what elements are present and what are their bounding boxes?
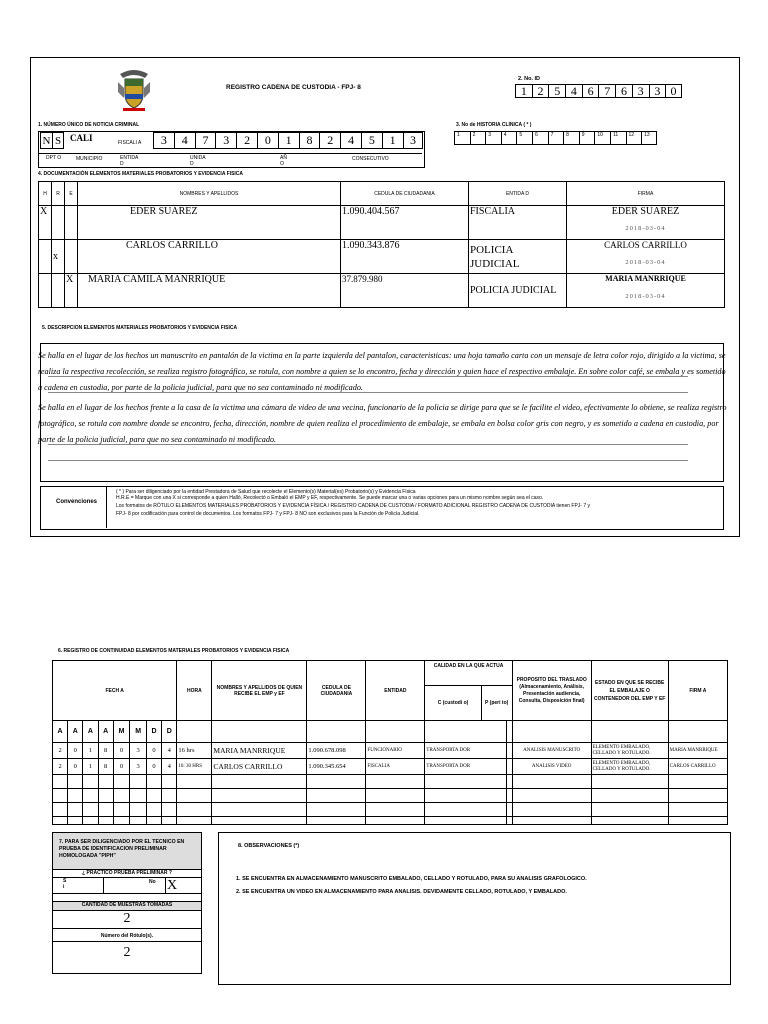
calidad-cell — [425, 661, 512, 721]
date-digit: 0 — [146, 743, 161, 759]
empty-row — [53, 803, 728, 817]
convenciones-line1: ( * ) Para ser diligenciado por la entidad Prestadora de Salud que recolecte el Elemento(s) Material(es) Probatorio(s) y Evidencia Física — [116, 489, 416, 495]
entidad-value: POLICIA JUDICIAL — [469, 240, 567, 274]
coat-of-arms-logo — [115, 68, 153, 112]
ns-letter-n: N — [40, 132, 52, 149]
digit-cell: 7 — [195, 132, 216, 149]
proposito-value: ANALISIS MANUSCRITO — [512, 743, 591, 759]
table-row — [39, 274, 725, 308]
cedula-value: 37.879.980 — [341, 274, 469, 308]
municipio-label: MUNICIPIO — [76, 156, 103, 162]
firma-cell — [567, 206, 725, 240]
nombre-value: MARIA CAMILA MANRRIQUE — [78, 274, 341, 308]
date-letter: A — [98, 721, 113, 743]
si-label: S i — [63, 878, 67, 890]
id-label: 2. No. ID — [518, 76, 541, 82]
date-digit: 3 — [130, 743, 147, 759]
section6-title: 6. REGISTRO DE CONTINUIDAD ELEMENTOS MATERIALES PROBATORIOS Y EVIDENCIA FISICA — [58, 648, 290, 654]
ns-letter-s: S — [52, 132, 64, 149]
calidad-value: TRANSPORTA DOR — [425, 759, 507, 775]
section8-box — [218, 832, 731, 985]
description-paragraph-1: Se halla en el lugar de los hechos un manuscrito en pantalón de la victima en la parte izquierda del pantalon, caracteristicas: una hoja tamaño carta con un mensaje de letra color rojo, dirigido a la victima, se realiza la respectiva recolección, se realiza registro fotográfico, se rotula, con nombre a quien se lo encontro, fecha y dirección y quien hace el respectivo embalaje. En sobre color café, se embala y es sometido a cadena en custodia, por parte de la policia judicial, para que no sea contaminado ni modificado. — [38, 351, 726, 392]
entidad-header: ENTIDA D — [469, 182, 567, 206]
empty-row — [53, 817, 728, 825]
convenciones-line4: FPJ- 8 por codificación para control de documentos. Los formatos FPJ- 7 y FPJ- 8 NO son exclusivos para la Función de Policía Judicial. — [116, 511, 420, 517]
date-digit: 0 — [113, 743, 130, 759]
unidad-label: UNIDA D — [190, 155, 206, 167]
cedula-header: CEDULA DE CIUDADANIA — [307, 661, 366, 721]
digit-cell: 2 — [532, 84, 549, 98]
digit-cell: 3 — [215, 132, 236, 149]
cedula-value: 1.090.678.098 — [307, 743, 366, 759]
entidad-header: ENTIDAD — [366, 661, 425, 721]
date-digit: 1 — [83, 743, 98, 759]
entidad-value: FISCALIA — [366, 759, 425, 775]
digit-cell: 1 — [454, 131, 470, 145]
digit-cell: 0 — [257, 132, 278, 149]
entidad-value: FISCALIA — [469, 206, 567, 240]
empty-row — [53, 775, 728, 789]
table-row — [39, 240, 725, 274]
date-digit: 1 — [83, 759, 98, 775]
city-value: CALI — [70, 133, 93, 143]
cedula-header: CEDULA DE CIUDADANIA — [341, 182, 469, 206]
digit-cell: 4 — [340, 132, 361, 149]
convenciones-label: Convenciones — [56, 499, 98, 505]
date-digit: 8 — [98, 759, 113, 775]
firma-value: MARIA MANRRIQUE — [668, 743, 727, 759]
digit-cell: 6 — [582, 84, 599, 98]
firma-value: CARLOS CARRILLO — [604, 240, 687, 250]
section3-title: 3. No de HISTORIA CLINICA ( * ) — [456, 122, 532, 128]
cedula-value: 1.090.345.654 — [307, 759, 366, 775]
date-digit: 0 — [146, 759, 161, 775]
date-letter: A — [68, 721, 83, 743]
digit-cell: 3 — [153, 132, 174, 149]
digit-cell: 13 — [641, 131, 657, 145]
digit-cell: 5 — [516, 131, 532, 145]
section5-title: 5. DESCRIPCION ELEMENTOS MATERIALES PROBATORIOS Y EVIDENCIA FISICA — [42, 325, 238, 331]
r-mark — [52, 274, 65, 308]
nombres-header: NOMBRES Y APELLIDOS DE QUIEN RECIBE EL EMP y EF — [212, 661, 307, 721]
cantidad-value: 2 — [123, 911, 131, 926]
nombres-header: NOMBRES Y APELLIDOS — [78, 182, 341, 206]
date-digit: 2 — [53, 743, 68, 759]
digit-cell: 4 — [174, 132, 195, 149]
cantidad-label: CANTIDAD DE MUESTRAS TOMADAS — [81, 902, 173, 908]
firma-value: CARLOS CARRILLO — [668, 759, 727, 775]
digit-cell: 2 — [236, 132, 257, 149]
proposito-header: PROPOSITO DEL TRASLADO (Almacenamiento, Análisis, Presentación audiencia, Consulta, Disposición final) — [512, 661, 591, 721]
date-letter: A — [83, 721, 98, 743]
firma-value: MARIA MANRRIQUE — [605, 274, 686, 283]
digit-cell: 3 — [632, 84, 649, 98]
date-letters-row — [53, 721, 728, 743]
date-digit: 8 — [98, 743, 113, 759]
h-mark — [39, 274, 52, 308]
observation-2: 2. SE ENCUENTRA UN VIDEO EN ALMACENAMIENTO PARA ANALISIS. DEVIDAMENTE CELLADO, ROTULADO, Y EMBALADO. — [236, 889, 567, 895]
proposito-value: ANALISIS VIDEO — [512, 759, 591, 775]
hora-value: 16 hrs — [177, 743, 212, 759]
digit-cell: 4 — [565, 84, 582, 98]
firma-header: FIRMA — [567, 182, 725, 206]
firma-cell — [567, 240, 725, 274]
table-row — [39, 206, 725, 240]
fiscalia-label: FISCALI A — [118, 140, 142, 146]
digit-cell: 2 — [470, 131, 486, 145]
empty-row — [53, 789, 728, 803]
observation-1: 1. SE ENCUENTRA EN ALMACENAMIENTO MANUSCRITO EMBALADO, CELLADO Y ROTULADO, PARA SU ANALISIS GRAFOLOGICO. — [236, 876, 587, 882]
date-digit: 0 — [68, 743, 83, 759]
digit-cell: 4 — [501, 131, 517, 145]
date-letter: D — [146, 721, 161, 743]
fecha-header: FECH A — [53, 661, 177, 721]
nombre-value: CARLOS CARRILLO — [212, 759, 307, 775]
ano-label: AÑ O — [280, 155, 287, 167]
digit-cell: 11 — [610, 131, 626, 145]
digit-cell: 7 — [598, 84, 615, 98]
digit-cell: 2 — [319, 132, 340, 149]
h-mark: X — [39, 206, 52, 240]
date-digit: 0 — [113, 759, 130, 775]
entidad-label: ENTIDA D — [120, 155, 139, 167]
digit-cell: 9 — [579, 131, 595, 145]
date-letter: M — [113, 721, 130, 743]
estado-value: ELEMENTO EMBALADO, CELLADO Y ROTULADO. — [591, 759, 668, 775]
no-mark: X — [167, 878, 178, 893]
firma-date: 2018-03-04 — [625, 293, 666, 300]
section7-title: 7. PARA SER DILIGENCIADO POR EL TECNICO EN PRUEBA DE IDENTIFICACION PRELIMINAR HOMOLOGADA "PIPH" — [59, 839, 185, 859]
date-digit: 3 — [130, 759, 147, 775]
firma-date: 2018-03-04 — [625, 259, 666, 266]
convenciones-line2: H.R.E = Marque con una X si corresponde a quien Halló, Recolectó o Embaló el EMP y EF, respectivamente. Se puede marcar una o varias opciones para un mismo nombre según sea el caso. — [116, 495, 544, 501]
r-mark: x — [52, 240, 65, 274]
r-mark — [52, 206, 65, 240]
e-header: E — [65, 182, 78, 206]
description-paragraph-2: Se halla en el lugar de los hechos frente a la casa de la victima una cámara de video de una vecina, funcionario de la policia se dirige para que se le facilite el video, efectivamente lo obtiene, se realiza registro fotográfico, se rotula con nombre donde se encontro, fecha, dirección, nombre de quien realiza el procedimiento de embalaje, se embala en bolsa color gris con negro, y es sometido a cadena en custodia, por parte de la policia judicial, para que no sea contaminado ni modificado. — [38, 403, 727, 444]
e-mark: X — [65, 274, 78, 308]
form-title: REGISTRO CADENA DE CUSTODIA - FPJ- 8 — [226, 84, 361, 91]
hora-header: HORA — [177, 661, 212, 721]
nombre-value: EDER SUAREZ — [78, 206, 341, 240]
historia-clinica-cells — [454, 131, 657, 145]
digit-cell: 5 — [548, 84, 565, 98]
calidad-value: TRANSPORTA DOR — [425, 743, 507, 759]
convenciones-line3: Los formatos de RÓTULO ELEMENTOS MATERIALES PROBATORIOS Y EVIDENCIA FÍSICA / REGISTRO CADENA DE CUSTODIA / FORMATO ADICIONAL REGISTRO CADENA DE CUSTODIA tienen FPJ- 7 y — [116, 503, 591, 509]
noticia-digit-cells — [153, 132, 423, 149]
digit-cell: 3 — [403, 132, 424, 149]
date-letter: M — [130, 721, 147, 743]
digit-cell: 1 — [278, 132, 299, 149]
digit-cell: 10 — [594, 131, 610, 145]
calidad-header: CALIDAD EN LA QUE ACTUA — [425, 661, 511, 686]
firma-value: EDER SUAREZ — [611, 206, 680, 217]
firma-header: FIRM A — [668, 661, 727, 721]
no-label: No — [149, 879, 156, 885]
section4-title: 4. DOCUMENTACIÓN ELEMENTOS MATERIALES PROBATORIOS Y EVIDENCIA FISICA — [38, 171, 244, 177]
date-digit: 2 — [53, 759, 68, 775]
digit-cell: 1 — [515, 84, 532, 98]
table-row — [53, 759, 728, 775]
practico-question: ¿ PRACTICÓ PRUEBA PRELIMINAR ? — [82, 870, 172, 876]
section8-title: 8. OBSERVACIONES (*) — [238, 843, 300, 849]
dpto-label: DPT O — [46, 155, 62, 161]
date-digit: 4 — [162, 759, 177, 775]
digit-cell: 1 — [382, 132, 403, 149]
digit-cell: 3 — [649, 84, 666, 98]
digit-cell: 5 — [361, 132, 382, 149]
digit-cell: 3 — [485, 131, 501, 145]
nombre-value: MARIA MANRRIQUE — [212, 743, 307, 759]
digit-cell: 12 — [626, 131, 642, 145]
firma-date: 2018-03-04 — [625, 225, 666, 232]
e-mark — [65, 206, 78, 240]
h-header: H — [39, 182, 52, 206]
documentation-table — [38, 181, 725, 308]
ns-cells — [40, 132, 64, 149]
rotulo-value: 2 — [123, 945, 131, 960]
digit-cell: 6 — [532, 131, 548, 145]
entidad-value: POLICIA JUDICIAL — [469, 274, 567, 308]
cedula-value: 1.090.343.876 — [341, 240, 469, 274]
section1-title: 1. NÚMERO ÚNICO DE NOTICIA CRIMINAL — [38, 122, 140, 128]
consecutivo-label: CONSECUTIVO — [352, 156, 389, 162]
estado-value: ELEMENTO EMBALADO, CELLADO Y ROTULADO. — [591, 743, 668, 759]
r-header: R — [52, 182, 65, 206]
digit-cell: 8 — [563, 131, 579, 145]
entidad-value: FUNCIONARIO — [366, 743, 425, 759]
table-row — [53, 743, 728, 759]
continuity-table — [52, 660, 728, 825]
estado-header: ESTADO EN QUE SE RECIBE EL EMBALAJE O CONTENEDOR DEL EMP Y EF — [591, 661, 668, 721]
hora-value: 16: 30 HRS — [177, 759, 212, 775]
digit-cell: 6 — [615, 84, 632, 98]
h-mark — [39, 240, 52, 274]
date-digit: 4 — [162, 743, 177, 759]
digit-cell: 8 — [299, 132, 320, 149]
id-number-cells — [515, 84, 682, 98]
section7-box — [52, 832, 202, 974]
rotulo-label: Número del Rótulo(s). — [100, 933, 154, 939]
nombre-value: CARLOS CARRILLO — [78, 240, 341, 274]
cedula-value: 1.090.404.567 — [341, 206, 469, 240]
perito-header: P (peri to) — [485, 700, 509, 706]
date-letter: D — [162, 721, 177, 743]
date-letter: A — [53, 721, 68, 743]
firma-cell — [567, 274, 725, 308]
e-mark — [65, 240, 78, 274]
digit-cell: 7 — [548, 131, 564, 145]
digit-cell: 0 — [665, 84, 682, 98]
custodio-header: C (custodi o) — [425, 686, 481, 720]
date-digit: 0 — [68, 759, 83, 775]
